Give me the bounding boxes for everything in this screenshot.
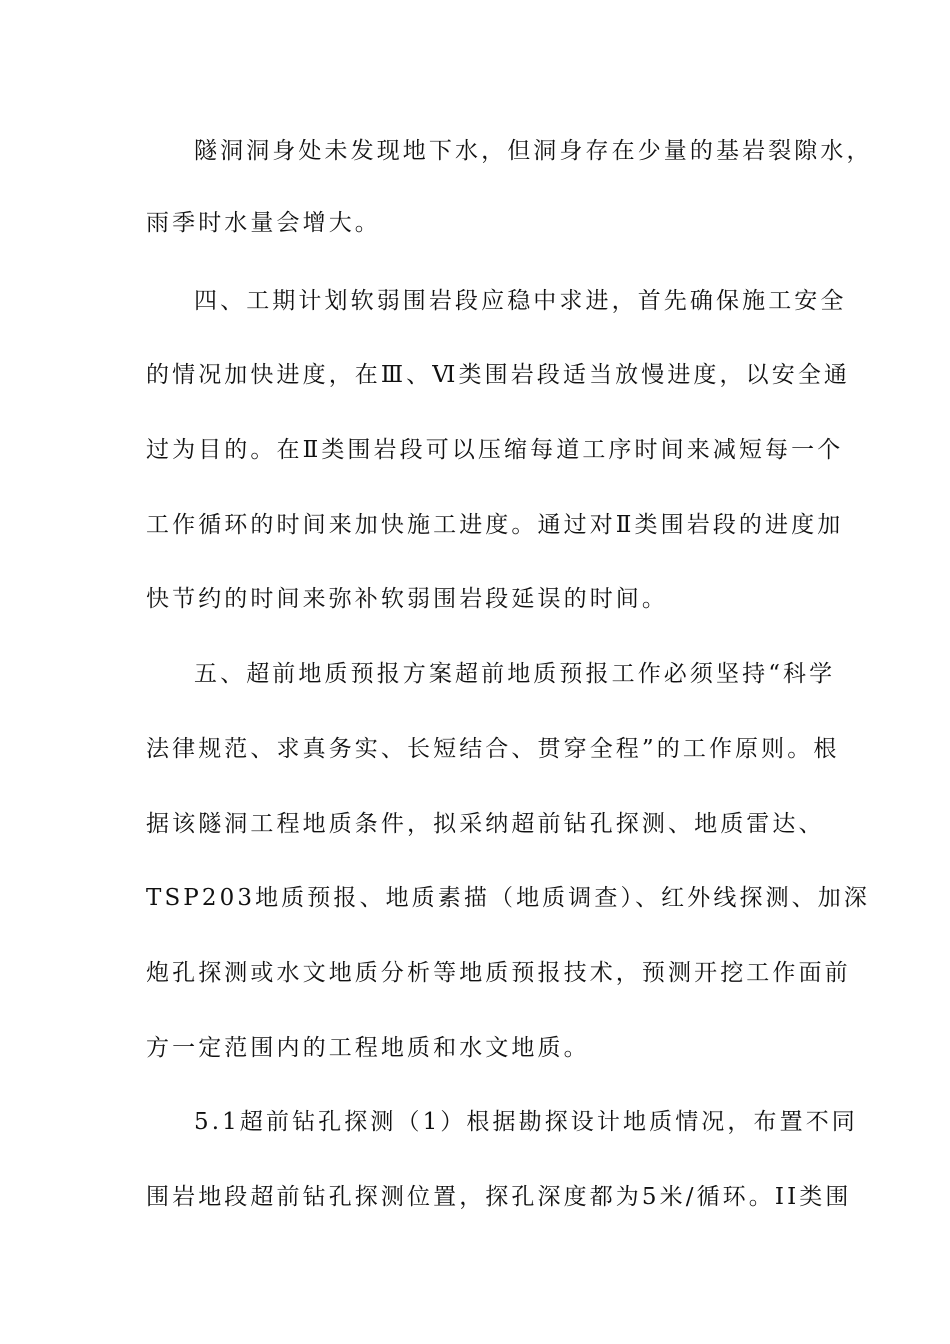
text-line-10: 据该隧洞工程地质条件，拟采纳超前钻孔探测、地质雷达、: [146, 811, 825, 837]
text-line-5: 过为目的。在Ⅱ类围岩段可以压缩每道工序时间来减短每一个: [146, 437, 844, 463]
text-line-3: 四、工期计划软弱围岩段应稳中求进，首先确保施工安全: [194, 288, 847, 314]
text-line-2: 雨季时水量会增大。: [146, 210, 381, 236]
text-line-13: 方一定范围内的工程地质和水文地质。: [146, 1035, 590, 1061]
text-line-14: 5.1超前钻孔探测（1）根据勘探设计地质情况，布置不同: [194, 1109, 858, 1135]
text-line-11: TSP203地质预报、地质素描（地质调查）、红外线探测、加深: [146, 885, 870, 911]
text-line-9: 法律规范、求真务实、长短结合、贯穿全程”的工作原则。根: [146, 736, 840, 762]
text-line-8: 五、超前地质预报方案超前地质预报工作必须坚持“科学: [194, 661, 836, 687]
text-line-12: 炮孔探测或水文地质分析等地质预报技术，预测开挖工作面前: [146, 960, 851, 986]
text-line-7: 快节约的时间来弥补软弱围岩段延误的时间。: [146, 586, 668, 612]
text-line-15: 围岩地段超前钻孔探测位置，探孔深度都为5米/循环。II类围: [146, 1184, 852, 1210]
text-line-4: 的情况加快进度，在Ⅲ、Ⅵ类围岩段适当放慢进度，以安全通: [146, 362, 851, 388]
text-line-6: 工作循环的时间来加快施工进度。通过对Ⅱ类围岩段的进度加: [146, 512, 844, 538]
text-line-1: 隧洞洞身处未发现地下水，但洞身存在少量的基岩裂隙水，: [194, 138, 873, 164]
